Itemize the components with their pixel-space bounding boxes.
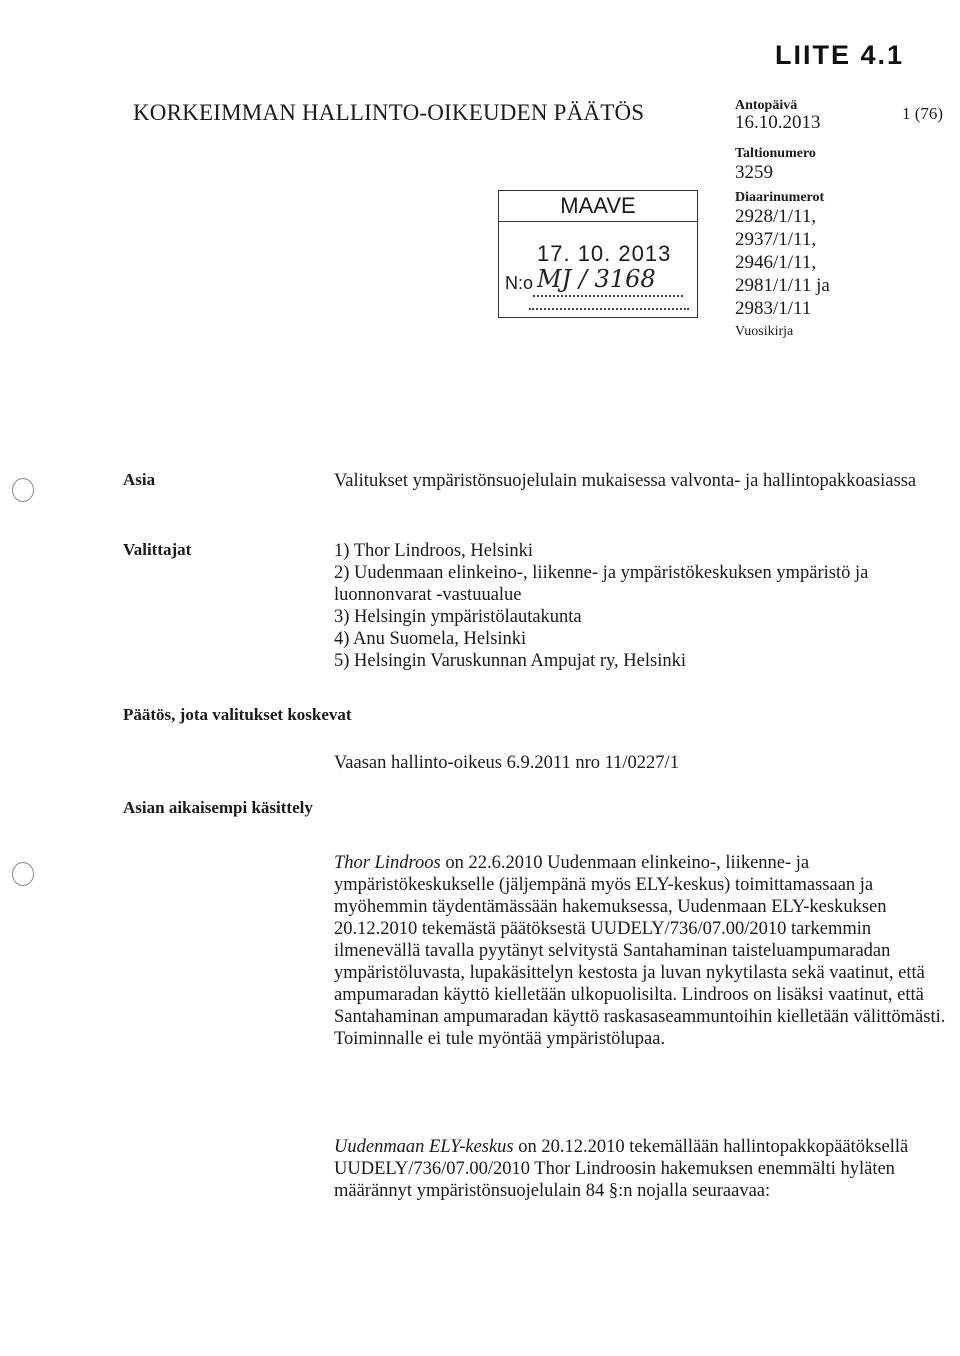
- taltionumero-label: Taltionumero: [735, 146, 816, 161]
- valittajat-list: [334, 540, 954, 672]
- stamp-dotted-line: [533, 295, 683, 297]
- taltionumero-value: 3259: [735, 162, 773, 183]
- diaarinumero-3: 2946/1/11,: [735, 252, 817, 273]
- paatos-text: Vaasan hallinto-oikeus 6.9.2011 nro 11/0227/1: [334, 753, 679, 773]
- valittaja-item: 2) Uudenmaan elinkeino-, liikenne- ja ympäristökeskuksen ympäristö ja luonnonvarat -vastuualue: [334, 563, 869, 605]
- punch-hole-icon: [12, 862, 34, 886]
- diaarinumero-4: 2981/1/11 ja: [735, 275, 830, 296]
- valittaja-item: 1) Thor Lindroos, Helsinki: [334, 541, 534, 561]
- diaarinumero-1: 2928/1/11,: [735, 206, 817, 227]
- paragraph-subject: Thor Lindroos: [334, 853, 441, 873]
- vuosikirja-label: Vuosikirja: [735, 324, 794, 339]
- stamp-dotted-line-2: [529, 308, 689, 310]
- paragraph-lindroos: [334, 852, 954, 1050]
- punch-hole-icon: [12, 478, 34, 502]
- paragraph-body: on 20.12.2010 tekemällään hallintopakkopäätöksellä UUDELY/736/07.00/2010 Thor Lindroosin hakemuksen enemmälti hyläten määrännyt ympäristönsuojelulain 84 §:n nojalla seuraavaa:: [334, 1137, 909, 1201]
- valittaja-item: 5) Helsingin Varuskunnan Ampujat ry, Helsinki: [334, 651, 686, 671]
- asia-label: Asia: [123, 470, 156, 489]
- liite-label: LIITE 4.1: [775, 40, 905, 70]
- diaarinumero-2: 2937/1/11,: [735, 229, 817, 250]
- asia-text: Valitukset ympäristönsuojelulain mukaisessa valvonta- ja hallintopakkoasiassa: [334, 471, 917, 491]
- paragraph-ely: [334, 1136, 954, 1202]
- diaarinumero-5: 2983/1/11: [735, 298, 812, 319]
- stamp-date: 17. 10. 2013: [537, 241, 672, 266]
- page-number: 1 (76): [902, 104, 944, 123]
- valittajat-label: Valittajat: [123, 540, 192, 559]
- stamp-org: MAAVE: [499, 193, 697, 222]
- antopaiva-value: 16.10.2013: [735, 112, 821, 133]
- stamp-nro-value: MJ / 3168: [537, 265, 656, 293]
- paragraph-subject: Uudenmaan ELY-keskus: [334, 1137, 514, 1157]
- valittaja-item: 4) Anu Suomela, Helsinki: [334, 629, 527, 649]
- court-title: KORKEIMMAN HALLINTO-OIKEUDEN PÄÄTÖS: [133, 100, 645, 125]
- diaarinumerot-label: Diaarinumerot: [735, 190, 825, 205]
- received-stamp: [498, 190, 698, 318]
- stamp-nro-label: N:o: [505, 273, 534, 293]
- valittaja-item: 3) Helsingin ympäristölautakunta: [334, 607, 582, 627]
- paragraph-body: on 22.6.2010 Uudenmaan elinkeino-, liikenne- ja ympäristökeskukselle (jäljempänä myös ELY-keskus) toimittamassaan ja myöhemmin täydentämässään hakemuksessa, Uudenmaan ELY-keskuksen 20.12.2010 tekemästä päätöksestä UUDELY/736/07.00/2010 tarkemmin ilmenevällä tavalla pyytänyt selvitystä Santahaminan taisteluampumaradan ympäristöluvasta, lupakäsittelyn kestosta ja luvan nykytilasta sekä vaatinut, että ampumaradan käyttö kielletään ulkopuolisilta. Lindroos on lisäksi vaatinut, että Santahaminan ampumaradan käyttö raskasaseammuntoihin kielletään välittömästi. Toiminnalle ei tule myöntää ympäristölupaa.: [334, 853, 946, 1049]
- antopaiva-label: Antopäivä: [735, 98, 798, 113]
- paatos-label: Päätös, jota valitukset koskevat: [123, 705, 352, 724]
- aikaisempi-label: Asian aikaisempi käsittely: [123, 798, 313, 817]
